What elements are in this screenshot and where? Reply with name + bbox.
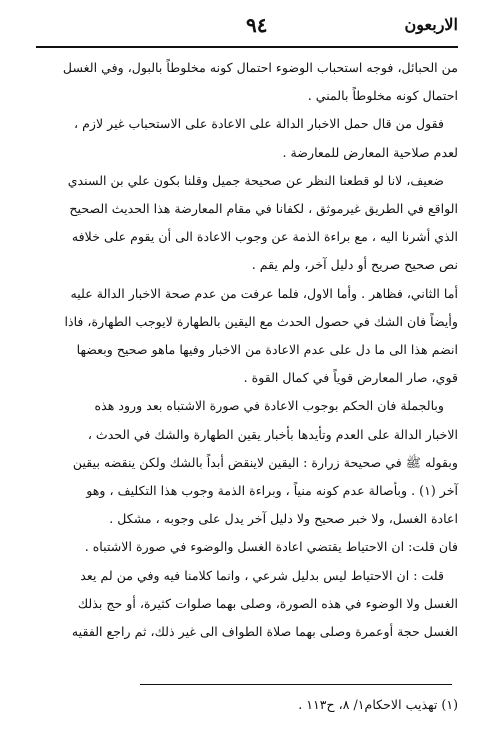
text-line: الواقع في الطريق غيرموثق ، لكفانا في مقام المعارضة هذا الحديث الصحيح (69, 201, 458, 217)
text-line: من الحبائل، فوجه استحباب الوضوء احتمال كونه مخلوطاً بالبول، وفي الغسل (62, 60, 458, 75)
footnote-divider (140, 684, 452, 685)
text-line: اعادة الغسل، ولا خبر صحيح ولا دليل آخر يدل على وجوبه ، مشكل . (109, 511, 458, 527)
text-line: الاخبار الدالة على العدم وتأيدها بأخبار يقين الطهارة والشك في الحدث ، (87, 426, 458, 442)
text-line: نص صحيح صريح أو دليل آخر، ولم يقم . (251, 257, 458, 273)
text-line: آخر (١) . وبأصالة عدم كونه منياً ، وبراءة الذمة وجوب هذا التكليف ، وهو (86, 483, 458, 499)
running-title: الاربعون (404, 15, 458, 34)
footnote: (١) تهذيب الاحكام١/ ٨، ح١١٣ . (298, 697, 458, 712)
header-divider (36, 46, 458, 48)
text-line: الذي أشرنا اليه ، مع براءة الذمة عن وجوب الاعادة الى أن يقوم على خلافه (71, 229, 458, 245)
page-header (36, 10, 458, 48)
text-line: انضم هذا الى ما دل على عدم الاعادة من الاخبار وفيها ماهو صحيح وبعضها (76, 342, 458, 358)
text-line: الغسل حجة أوعمرة وصلى بهما صلاة الطواف الى غير ذلك، ثم راجع الفقيه (71, 624, 458, 640)
text-line: الغسل ولا الوضوء في هذه الصورة، وصلى بهما صلوات كثيرة، أو حج بذلك (77, 595, 458, 611)
text-line: وبالجملة فان الحكم بوجوب الاعادة في صورة الاشتباه بعد ورود هذه (94, 398, 444, 414)
text-line: أما الثاني، فظاهر . وأما الاول، فلما عرفت من عدم صحة الاخبار الدالة عليه (70, 285, 458, 301)
text-line: قلت : ان الاحتياط ليس بدليل شرعي ، وانما كلامنا فيه وفي من لم يعد (80, 567, 444, 583)
page-number: ٩٤ (246, 13, 268, 37)
text-line: احتمال كونه مخلوطاً بالمني . (307, 88, 458, 104)
text-line: لعدم صلاحية المعارض للمعارضة . (282, 144, 458, 160)
text-line: ضعيف، لانا لو قطعنا النظر عن صحيحة جميل وقلنا بكون علي بن السندي (67, 172, 444, 188)
text-line: فان قلت: ان الاحتياط يقتضي اعادة الغسل والوضوء في صورة الاشتباه . (84, 539, 458, 555)
text-line: قوي، صار المعارض قوياً في كمال القوة . (243, 370, 458, 386)
text-line: وبقوله ﷺ في صحيحة زرارة : اليقين لاينقض أبداً بالشك ولكن ينقضه بيقين (72, 454, 458, 470)
main-text (36, 54, 458, 646)
text-line: وأيضاً فان الشك في حصول الحدث مع اليقين بالطهارة لايوجب الطهارة، فاذا (64, 313, 458, 329)
text-line: فقول من قال حمل الاخبار الدالة على الاعادة على الاستحباب غير لازم ، (74, 116, 444, 132)
